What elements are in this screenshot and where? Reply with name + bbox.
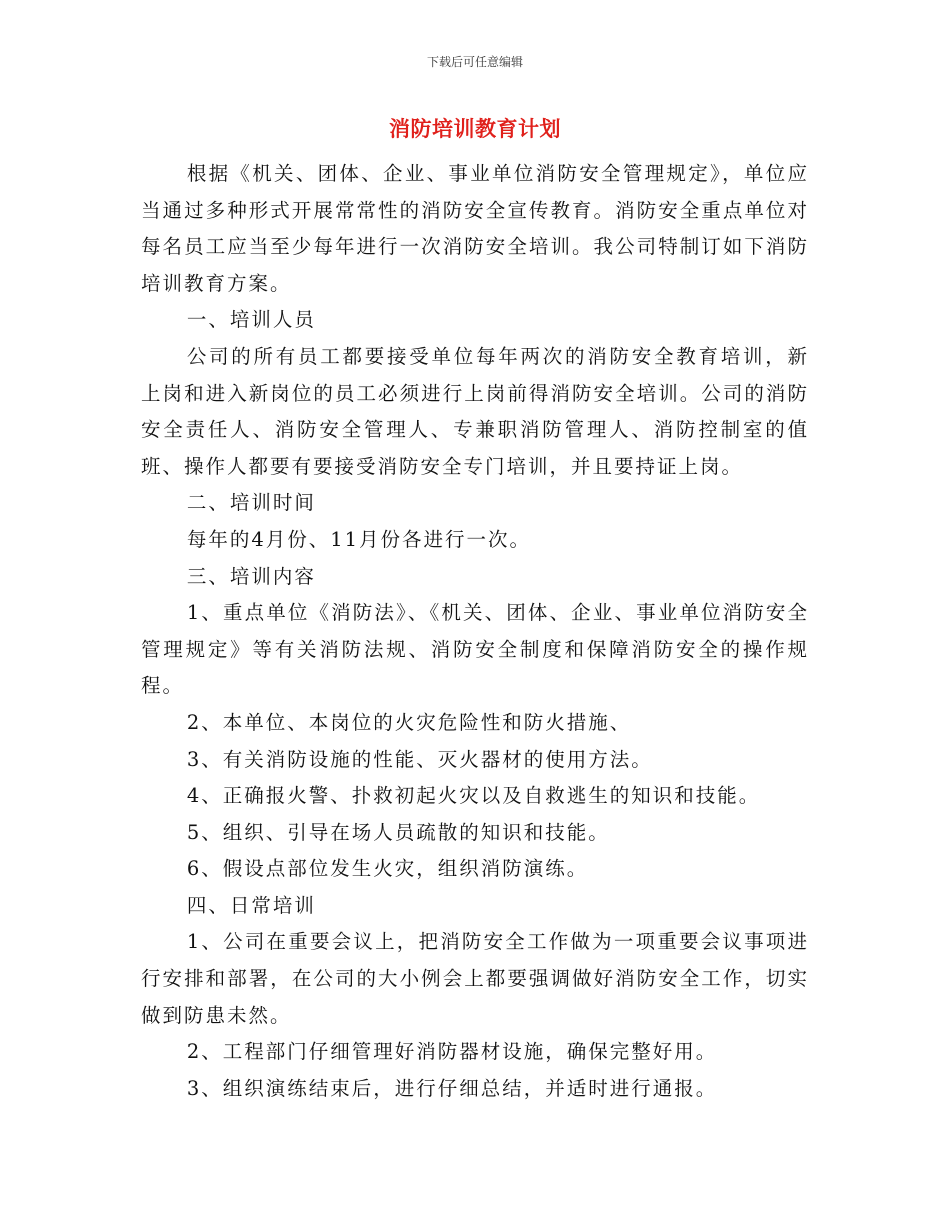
section-heading-time: 二、培训时间 [186,491,316,515]
content-item-1: 1、重点单位《消防法》、《机关、团体、企业、事业单位消防安全管理规定》等有关消防法规、消防安全制度和保障消防安全的操作规程。 [141,601,809,698]
content-item-6: 6、假设点部位发生火灾，组织消防演练。 [186,857,589,881]
document-body [141,156,809,1107]
section-heading-content: 三、培训内容 [186,564,316,588]
header-note: 下载后可任意编辑 [426,55,523,69]
paragraph-time: 每年的4月份、11月份各进行一次。 [186,527,532,551]
document-title: 消防培训教育计划 [389,117,561,141]
content-item-2: 2、本单位、本岗位的火灾危险性和防火措施、 [186,710,632,734]
daily-item-2: 2、工程部门仔细管理好消防器材设施，确保完整好用。 [186,1040,718,1064]
daily-item-1: 1、公司在重要会议上，把消防安全工作做为一项重要会议事项进行安排和部署，在公司的大小例会上都要强调做好消防安全工作，切实做到防患未然。 [141,930,809,1027]
content-item-3: 3、有关消防设施的性能、灭火器材的使用方法。 [186,747,653,771]
paragraph-trainees: 公司的所有员工都要接受单位每年两次的消防安全教育培训，新上岗和进入新岗位的员工必须进行上岗前得消防安全培训。公司的消防安全责任人、消防安全管理人、专兼职消防管理人、消防控制室的值班、操作人都要有要接受消防安全专门培训，并且要持证上岗。 [141,344,809,478]
section-heading-trainees: 一、培训人员 [186,308,316,332]
paragraph-intro: 根据《机关、团体、企业、事业单位消防安全管理规定》，单位应当通过多种形式开展常常性的消防安全宣传教育。消防安全重点单位对每名员工应当至少每年进行一次消防安全培训。我公司特制订如下消防培训教育方案。 [141,162,809,295]
daily-item-3: 3、组织演练结束后，进行仔细总结，并适时进行通报。 [186,1076,718,1100]
section-heading-daily: 四、日常培训 [186,893,316,917]
content-item-4: 4、正确报火警、扑救初起火灾以及自救逃生的知识和技能。 [186,784,761,808]
content-item-5: 5、组织、引导在场人员疏散的知识和技能。 [186,820,610,844]
